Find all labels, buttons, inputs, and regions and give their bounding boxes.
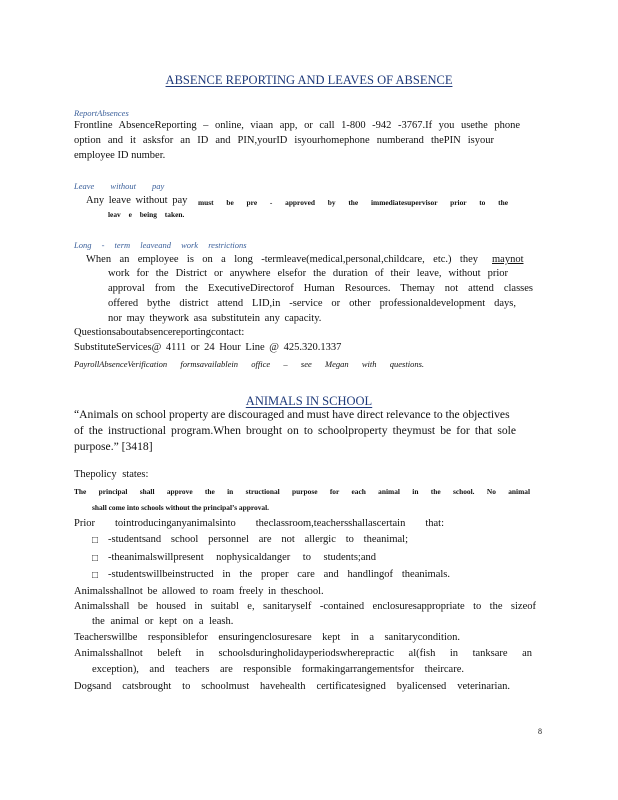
bullet-icon: □ [92, 553, 99, 564]
longterm-line-1-b: maynot [492, 254, 524, 265]
questions-line: Questionsaboutabsencereportingcontact: [74, 327, 245, 338]
prior-line: Prior tointroducinganyanimalsinto theclassroom,teachersshallascertain that: [74, 518, 444, 529]
leave-line-2: leav e being taken. [108, 210, 185, 219]
report-line-1: Frontline AbsenceReporting – online, viaan app, or call 1-800 -942 -3767.If you usethe phone [74, 120, 520, 131]
page-number: 8 [538, 727, 542, 736]
rule-housed-line-2: the animal or kept on a leash. [92, 616, 234, 627]
label-leave-without-pay: Leave without pay [74, 181, 165, 191]
bullet-item-3: -studentswillbeinstructed in the proper care and handlingof theanimals. [108, 569, 450, 580]
longterm-line-4: offered bythe district attend LID,in -service or other professionaldevelopment days, [108, 298, 516, 309]
quote-line-2: of the instructional program.When brought on to schoolproperty theymust be for that sole [74, 424, 516, 437]
rule-dogs-cats: Dogsand catsbrought to schoolmust havehealth certificatesigned byalicensed veterinarian. [74, 681, 510, 692]
rule-holiday-line-2: exception), and teachers are responsible formakingarrangementsfor theircare. [92, 664, 464, 675]
substitute-services-line: SubstituteServices@ 4111 or 24 Hour Line @ 425.320.1337 [74, 342, 342, 353]
rule-housed-line-1: Animalsshall be housed in suitabl e, sanitaryself -contained enclosuresappropriate to the sizeof [74, 601, 536, 612]
approve-line-1: The principal shall approve the in structional purpose for each animal in the school. No animal [74, 487, 530, 496]
section-title-absence: ABSENCE REPORTING AND LEAVES OF ABSENCE [165, 73, 453, 87]
leave-line-1-a: Any leave without pay [86, 195, 188, 206]
label-report-absences: ReportAbsences [74, 108, 129, 118]
report-line-3: employee ID number. [74, 150, 166, 161]
section-title-animals: ANIMALS IN SCHOOL [245, 394, 373, 408]
leave-line-1-b: must be pre - approved by the immediatesupervisor prior to the [198, 198, 508, 207]
label-long-term-leave: Long - term leaveand work restrictions [74, 240, 247, 250]
longterm-line-5: nor may theywork asa substitutein any capacity. [108, 313, 322, 324]
rule-roam: Animalsshallnot be allowed to roam freely in theschool. [74, 586, 324, 597]
longterm-line-3: approval from the ExecutiveDirectorof Human Resources. Themay not attend classes [108, 283, 533, 294]
longterm-line-2: work for the District or anywhere elsefor the duration of their leave, without prior [108, 268, 508, 279]
rule-teachers: Teacherswillbe responsiblefor ensuringenclosuresare kept in a sanitarycondition. [74, 632, 460, 643]
payroll-line: PayrollAbsenceVerification formsavailablein office – see Megan with questions. [74, 359, 424, 369]
bullet-item-1: -studentsand school personnel are not allergic to theanimal; [108, 534, 408, 545]
policy-states: Thepolicy states: [74, 469, 149, 480]
bullet-item-2: -theanimalswillpresent nophysicaldanger to students;and [108, 552, 376, 563]
longterm-line-1-a: When an employee is on a long -termleave(medical,personal,childcare, etc.) they [86, 254, 478, 265]
rule-holiday-line-1: Animalsshallnot beleft in schoolsduringholidayperiodswherepractic al(fish in tanksare an [74, 648, 532, 659]
quote-line-1: “Animals on school property are discouraged and must have direct relevance to the objectives [74, 408, 510, 421]
bullet-icon: □ [92, 570, 99, 581]
approve-line-2: shall come into schools without the principal’s approval. [92, 503, 269, 512]
bullet-icon: □ [92, 535, 99, 546]
report-line-2: option and it asksfor an ID and PIN,yourID isyourhomephone numberand thePIN isyour [74, 135, 494, 146]
quote-line-3: purpose.” [3418] [74, 440, 153, 453]
